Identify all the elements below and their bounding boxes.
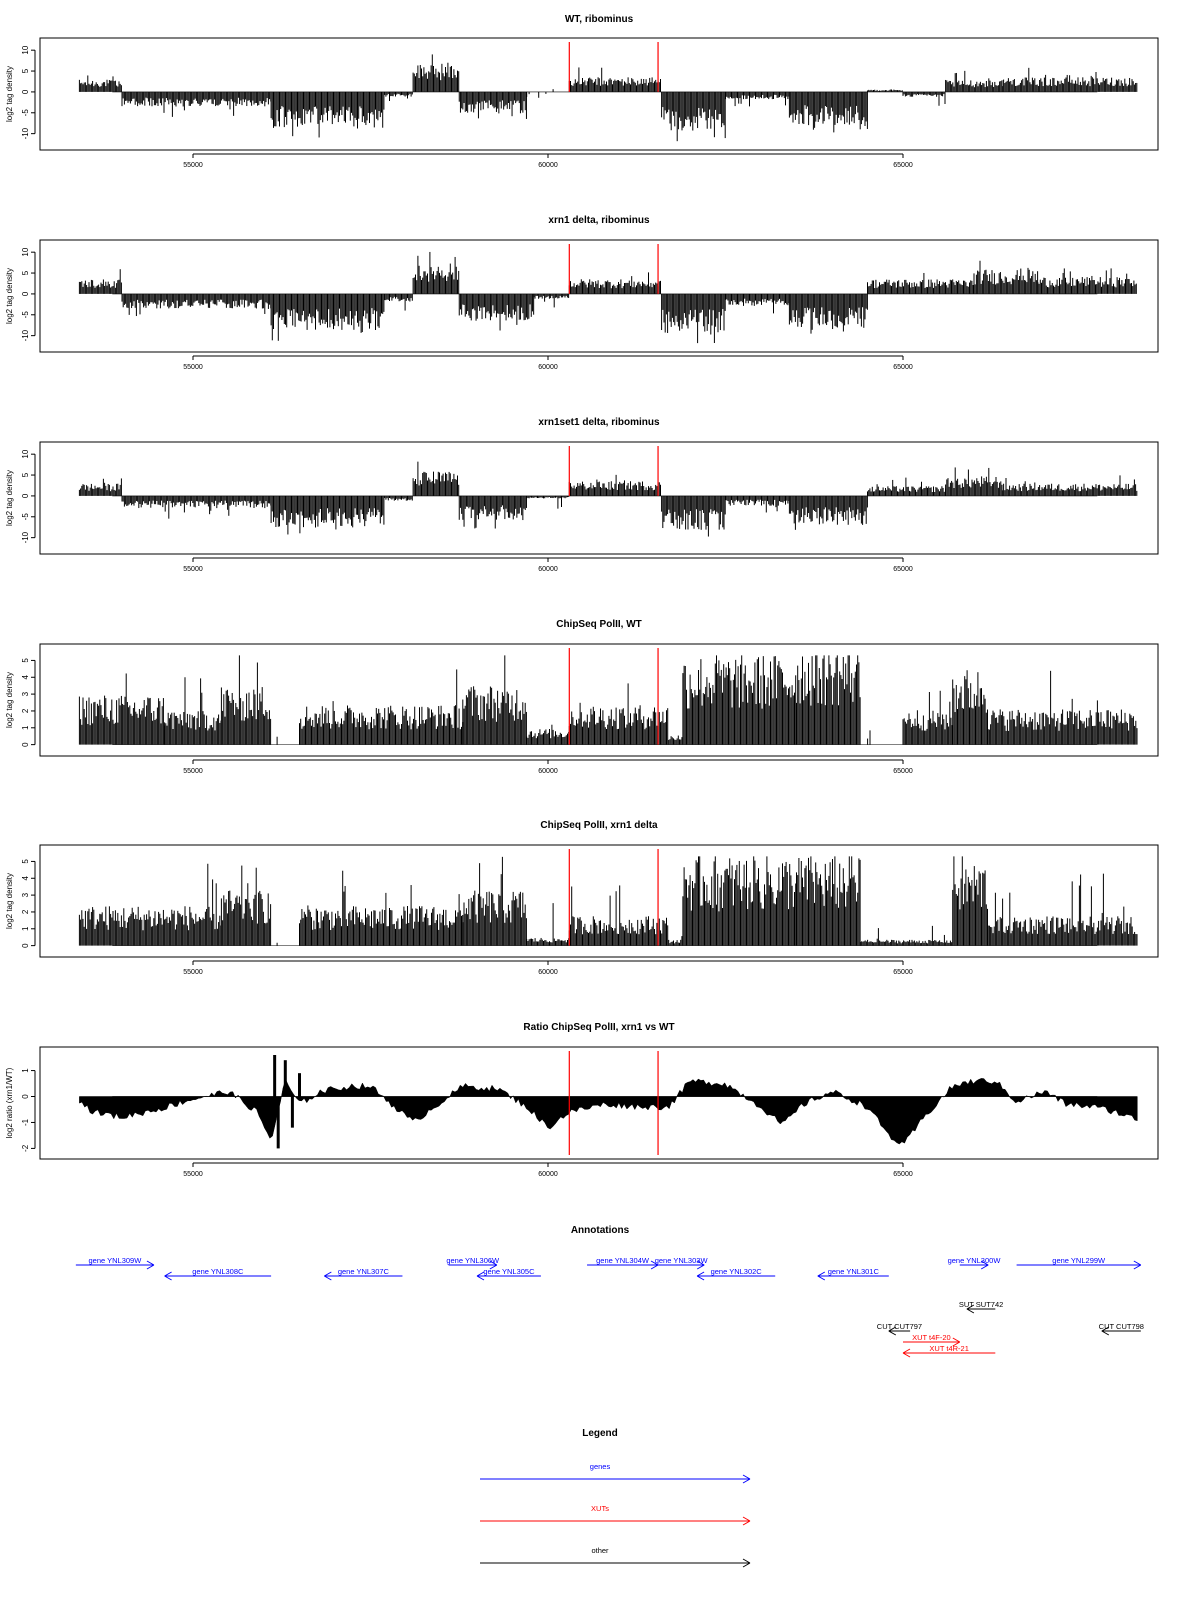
annotation-track <box>76 1256 154 1269</box>
track-arrowhead <box>818 1276 825 1280</box>
x-tick-label: 65000 <box>893 768 913 775</box>
y-tick-label: 3 <box>21 892 30 898</box>
y-tick-label: -10 <box>21 329 30 342</box>
track-label: CUT CUT797 <box>876 1322 923 1331</box>
track-arrowhead <box>697 1265 704 1269</box>
track-arrowhead <box>651 1265 658 1269</box>
track-arrowhead <box>1134 1265 1141 1269</box>
y-tick-label: 10 <box>21 45 30 55</box>
annotation-track <box>324 1267 402 1280</box>
panel-title: Ratio ChipSeq PolII, xrn1 vs WT <box>523 1022 675 1033</box>
ratio-area <box>79 1078 1137 1144</box>
track-label: gene YNL305C <box>483 1267 535 1276</box>
y-axis-label: log2 tag density <box>5 267 14 325</box>
x-tick-label: 55000 <box>183 364 203 371</box>
y-tick-label: 5 <box>21 658 30 663</box>
chart-panel-1 <box>5 14 1158 169</box>
y-tick-label: 0 <box>21 89 30 95</box>
panel-title: WT, ribominus <box>564 14 634 25</box>
bar-series <box>79 252 1136 343</box>
x-tick-label: 65000 <box>893 1171 913 1178</box>
legend-item-label: XUTs <box>591 1504 609 1513</box>
y-tick-label: 2 <box>21 708 30 714</box>
x-tick-label: 55000 <box>183 969 203 976</box>
y-tick-label: 5 <box>21 270 30 276</box>
annotation-track <box>165 1267 272 1280</box>
annotation-track <box>697 1267 775 1280</box>
legend-arrowhead <box>743 1479 750 1483</box>
y-tick-label: -5 <box>21 109 30 117</box>
track-label: gene YNL301C <box>827 1267 879 1276</box>
x-tick-label: 65000 <box>893 162 913 169</box>
track-label: gene YNL309W <box>88 1256 142 1265</box>
track-arrowhead <box>477 1276 484 1280</box>
track-arrowhead <box>697 1272 704 1276</box>
chart-panel-2 <box>5 215 1158 371</box>
y-tick-label: -5 <box>21 311 30 319</box>
chart-panel-3 <box>5 417 1158 573</box>
annotation-track <box>477 1267 541 1280</box>
panel-title: xrn1set1 delta, ribominus <box>538 417 660 428</box>
legend-item <box>480 1504 750 1525</box>
annotation-track <box>959 1300 1003 1313</box>
y-axis-label: log2 tag density <box>5 671 14 729</box>
track-arrowhead <box>981 1265 988 1269</box>
track-arrowhead <box>165 1272 172 1276</box>
y-tick-label: -10 <box>21 127 30 140</box>
x-tick-label: 60000 <box>538 162 558 169</box>
bar-series <box>79 655 1137 744</box>
panel-title: xrn1 delta, ribominus <box>548 215 650 226</box>
track-label: gene YNL307C <box>337 1267 389 1276</box>
y-axis-label: log2 tag density <box>5 872 14 930</box>
track-label: gene YNL299W <box>1052 1256 1106 1265</box>
y-tick-label: 2 <box>21 909 30 915</box>
y-axis-label: log2 tag density <box>5 65 14 123</box>
legend-item-label: genes <box>589 1462 611 1471</box>
y-axis-label: log2 tag density <box>5 469 14 527</box>
track-arrowhead <box>324 1276 331 1280</box>
bar-series <box>79 462 1136 537</box>
annotation-track <box>587 1256 658 1269</box>
y-tick-label: 4 <box>21 876 30 881</box>
panel-title: ChipSeq PolII, WT <box>556 619 642 630</box>
track-label: gene YNL300W <box>947 1256 1001 1265</box>
annotation-track <box>903 1344 995 1357</box>
x-tick-label: 65000 <box>893 364 913 371</box>
bar-series <box>79 54 1136 141</box>
track-arrowhead <box>903 1353 910 1357</box>
y-tick-label: 0 <box>21 291 30 297</box>
y-tick-label: 0 <box>21 1094 30 1099</box>
annotation-track <box>1017 1256 1141 1269</box>
x-tick-label: 65000 <box>893 566 913 573</box>
y-tick-label: -2 <box>21 1144 30 1152</box>
x-tick-label: 60000 <box>538 969 558 976</box>
track-label: gene YNL303W <box>654 1256 708 1265</box>
y-tick-label: 1 <box>21 1068 30 1073</box>
y-tick-label: 0 <box>21 943 30 948</box>
x-tick-label: 60000 <box>538 566 558 573</box>
annotation-track <box>1099 1322 1144 1335</box>
y-tick-label: 1 <box>21 926 30 932</box>
track-arrowhead <box>1134 1261 1141 1265</box>
legend-arrowhead <box>743 1559 750 1563</box>
track-arrowhead <box>967 1309 974 1313</box>
legend-item-label: other <box>591 1546 609 1555</box>
track-arrowhead <box>818 1272 825 1276</box>
x-tick-label: 55000 <box>183 566 203 573</box>
legend-section <box>480 1428 750 1567</box>
track-arrowhead <box>324 1272 331 1276</box>
x-tick-label: 55000 <box>183 768 203 775</box>
y-tick-label: 5 <box>21 68 30 74</box>
track-label: CUT CUT798 <box>1098 1322 1144 1331</box>
chart-panel-5 <box>5 820 1158 976</box>
track-arrowhead <box>147 1265 154 1269</box>
legend-arrowhead <box>743 1521 750 1525</box>
y-tick-label: -1 <box>21 1118 30 1127</box>
track-arrowhead <box>903 1349 910 1353</box>
chart-panel-6 <box>5 1022 1158 1178</box>
track-arrowhead <box>147 1261 154 1265</box>
x-tick-label: 60000 <box>538 364 558 371</box>
y-tick-label: 0 <box>21 493 30 499</box>
x-tick-label: 65000 <box>893 969 913 976</box>
y-tick-label: 10 <box>21 247 30 257</box>
y-tick-label: 3 <box>21 691 30 697</box>
y-tick-label: 5 <box>21 859 30 864</box>
track-arrowhead <box>889 1331 896 1335</box>
legend-arrowhead <box>743 1517 750 1521</box>
track-label: SUT SUT742 <box>958 1300 1004 1309</box>
y-tick-label: 1 <box>21 725 30 731</box>
y-tick-label: 5 <box>21 472 30 478</box>
x-tick-label: 55000 <box>183 162 203 169</box>
y-tick-label: 10 <box>21 449 30 459</box>
track-arrowhead <box>1102 1331 1109 1335</box>
x-tick-label: 60000 <box>538 1171 558 1178</box>
track-label: gene YNL304W <box>596 1256 649 1265</box>
legend-arrowhead <box>743 1475 750 1479</box>
chart-panel-4 <box>5 619 1158 775</box>
track-label: XUT t4F-20 <box>912 1333 951 1342</box>
bar-series <box>79 856 1137 945</box>
track-arrowhead <box>953 1338 960 1342</box>
annotation-track <box>818 1267 889 1280</box>
track-label: gene YNL308C <box>192 1267 244 1276</box>
annotations-section <box>76 1225 1144 1357</box>
track-arrowhead <box>165 1276 172 1280</box>
track-label: gene YNL306W <box>446 1256 500 1265</box>
y-axis-label: log2 ratio (xrn1/WT) <box>5 1067 14 1139</box>
y-tick-label: 4 <box>21 675 30 680</box>
annotation-track <box>655 1256 709 1269</box>
legend-arrowhead <box>743 1563 750 1567</box>
legend-item <box>480 1546 750 1567</box>
panel-title: ChipSeq PolII, xrn1 delta <box>540 820 658 831</box>
x-tick-label: 55000 <box>183 1171 203 1178</box>
legend-item <box>480 1462 750 1483</box>
y-tick-label: -5 <box>21 513 30 521</box>
annotations-title: Annotations <box>570 1225 630 1236</box>
x-tick-label: 60000 <box>538 768 558 775</box>
y-tick-label: -10 <box>21 531 30 544</box>
track-label: gene YNL302C <box>710 1267 762 1276</box>
y-tick-label: 0 <box>21 742 30 747</box>
track-arrowhead <box>697 1276 704 1280</box>
annotation-track <box>948 1256 1002 1269</box>
legend-title: Legend <box>582 1428 618 1439</box>
track-label: XUT t4R-21 <box>929 1344 969 1353</box>
